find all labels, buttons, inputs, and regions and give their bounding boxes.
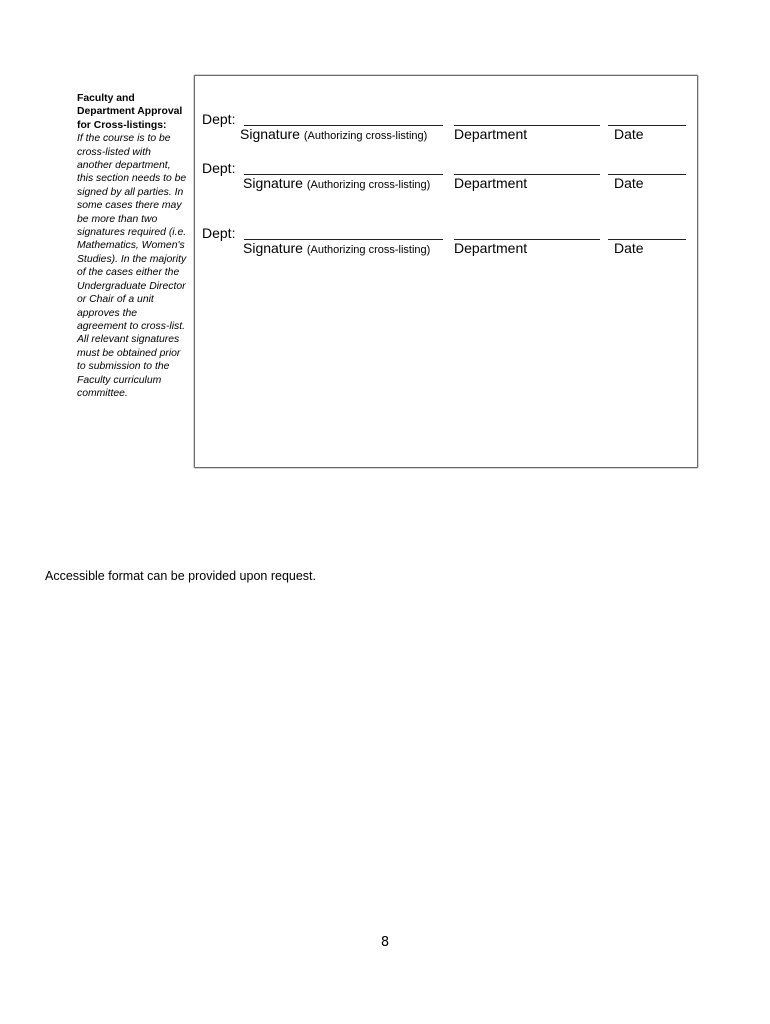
signature-caption <box>243 240 430 256</box>
cross-listing-heading: Faculty and Department Approval for Cross-listings: <box>77 93 183 131</box>
cross-listing-instructions <box>77 92 189 400</box>
approval-row-1 <box>195 111 697 145</box>
cross-listing-approval-box <box>194 75 698 468</box>
department-caption: Department <box>454 240 528 256</box>
dept-label: Dept: <box>202 111 236 127</box>
date-caption: Date <box>614 175 644 191</box>
cross-listing-note: If the course is to be cross-listed with another department, this section needs to be signed by all parties. In some cases there may be more than two signatures required (i.e. Mathematics, Women's Studies). In the majority of the cases either the Undergraduate Director or Chair of a unit approves the agreement to cross-list. All relevant signatures must be obtained prior to submission to the Faculty curriculum committee. <box>77 133 187 399</box>
department-caption: Department <box>454 126 528 142</box>
date-caption: Date <box>614 240 644 256</box>
dept-label: Dept: <box>202 225 236 241</box>
signature-note: (Authorizing cross-listing) <box>303 130 428 142</box>
signature-note: (Authorizing cross-listing) <box>306 244 431 256</box>
date-caption: Date <box>614 126 644 142</box>
signature-note: (Authorizing cross-listing) <box>306 179 431 191</box>
signature-label: Signature <box>243 175 303 191</box>
signature-caption <box>243 175 430 191</box>
accessible-format-note: Accessible format can be provided upon request. <box>45 569 316 583</box>
dept-label: Dept: <box>202 160 236 176</box>
signature-label: Signature <box>243 240 303 256</box>
approval-row-3 <box>195 225 697 259</box>
signature-label: Signature <box>240 126 300 142</box>
page-number: 8 <box>380 935 390 950</box>
approval-row-2 <box>195 160 697 194</box>
department-caption: Department <box>454 175 528 191</box>
signature-caption <box>240 126 427 142</box>
